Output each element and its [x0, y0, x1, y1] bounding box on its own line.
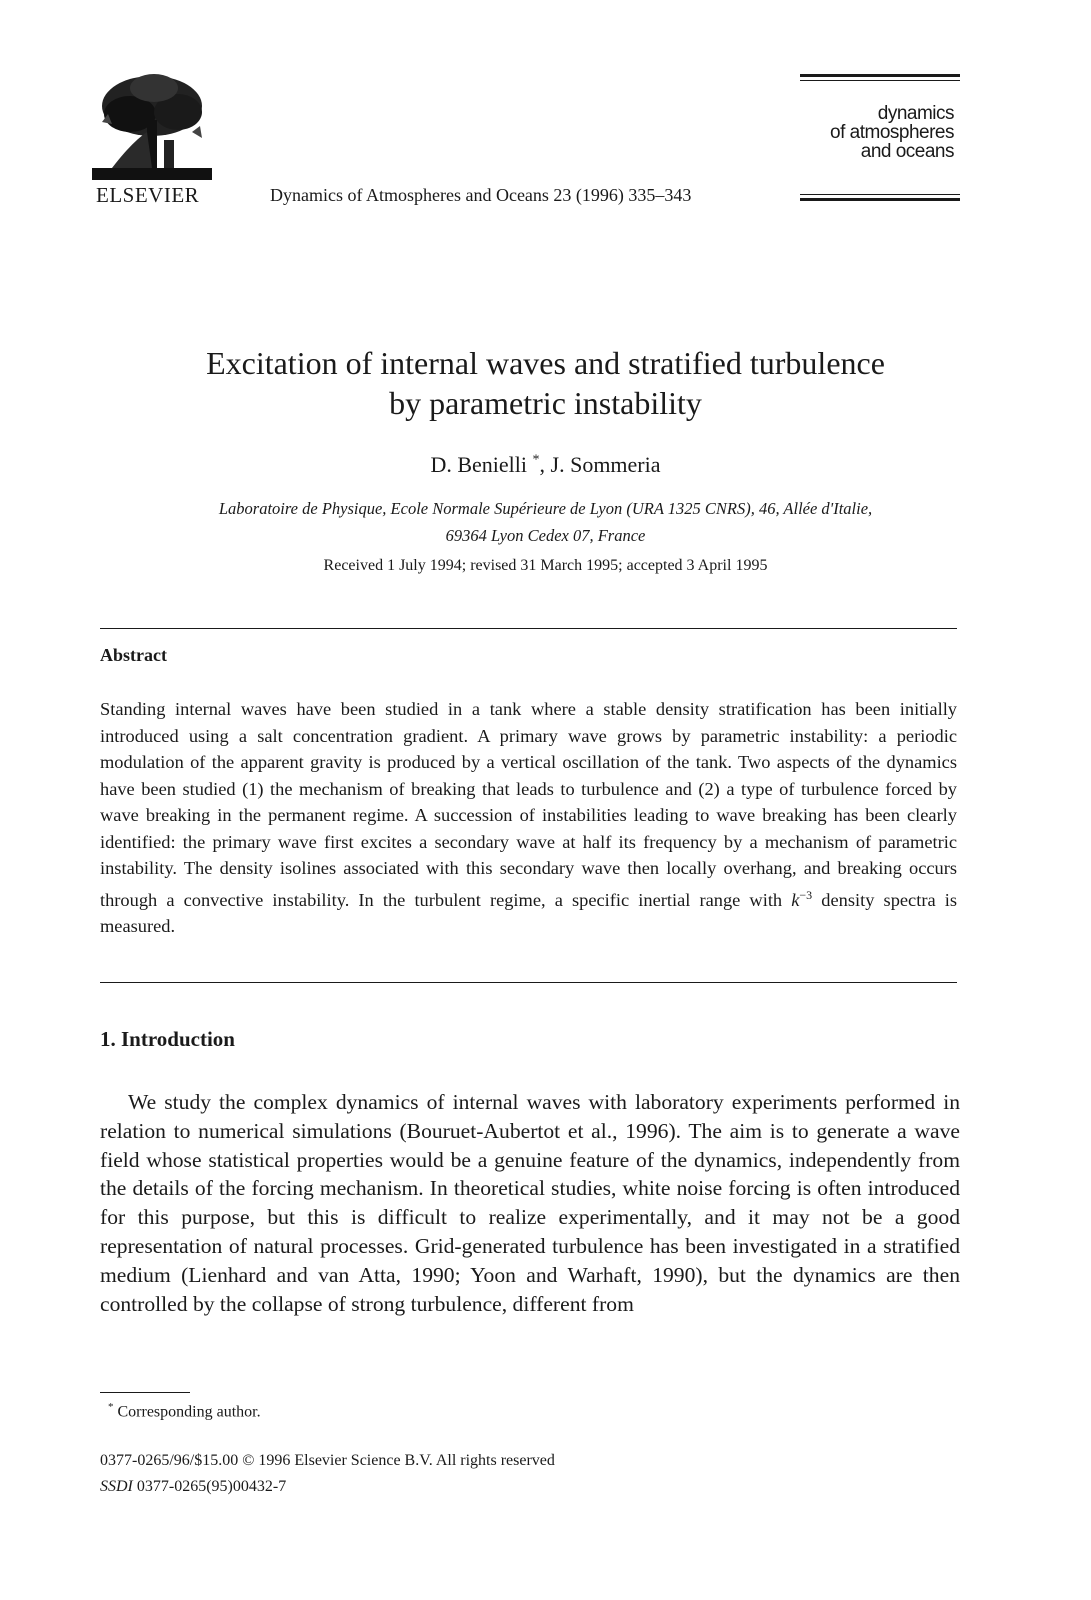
divider — [100, 982, 957, 983]
ssdi-line: SSDI 0377-0265(95)00432-7 — [100, 1478, 287, 1495]
math-exponent: −3 — [799, 887, 813, 902]
abstract-text: Standing internal waves have been studied in a tank where a stable density stratification has been initially introduced using a salt concentration gradient. A primary wave grows by parametric instability: a periodic modulation of the apparent gravity is produced by a vertical oscillation of the tank. Two aspects of the dynamics have been studied (1) the mechanism of breaking that leads to turbulence and (2) a type of turbulence forced by wave breaking in the permanent regime. A succession of instabilities leading to wave breaking has been clearly identified: the primary wave first excites a secondary wave at half its frequency by a mechanism of parametric instability. The density isolines associated with this secondary wave then locally overhang, and breaking occurs through a convective instability. In the turbulent regime, a specific inertial range with $k^{-3}$ density spectra is measured. — [100, 699, 957, 937]
section-body: We study the complex dynamics of internal waves with laboratory experiments performed in relation to numerical simulations (Bouruet-Aubertot et al., 1996). The aim is to generate a wave field whose statistical properties would be a genuine feature of the dynamics, independently from the details of the forcing mechanism. In theoretical studies, white noise forcing is often introduced for this purpose, but this is difficult to realize experimentally, and it may not be a good representation of natural processes. Grid-generated turbulence has been investigated in a stratified medium (Lienhard and van Atta, 1990; Yoon and Warhaft, 1990), but the dynamics are then controlled by the collapse of strong turbulence, different from — [100, 1090, 960, 1316]
footnote-mark: * — [108, 1401, 114, 1413]
journal-logo-line: dynamics — [877, 103, 954, 124]
section-heading: 1. Introduction — [100, 1027, 235, 1051]
title-line: by parametric instability — [389, 385, 702, 421]
journal-citation: Dynamics of Atmospheres and Oceans 23 (1996) 335–343 — [270, 185, 692, 205]
corresponding-author-mark: * — [532, 452, 540, 468]
abstract-heading: Abstract — [100, 645, 167, 665]
divider — [100, 628, 957, 629]
journal-logo — [800, 70, 960, 205]
publisher-name: ELSEVIER — [96, 183, 200, 207]
journal-logo-line: of atmospheres — [830, 122, 954, 143]
footnote-rule — [100, 1392, 190, 1393]
footnote: * Corresponding author. — [108, 1401, 261, 1421]
article-title — [100, 343, 991, 423]
title-line: Excitation of internal waves and stratified turbulence — [206, 345, 885, 381]
authors: D. Benielli *, J. Sommeria — [430, 452, 661, 477]
journal-logo-line: and oceans — [860, 141, 954, 162]
affiliation: Laboratoire de Physique, Ecole Normale Supérieure de Lyon (URA 1325 CNRS), 46, Allée d'Italie, 69364 Lyon Cedex 07, France — [218, 499, 873, 545]
elsevier-tree-logo — [92, 72, 212, 180]
math-variable: k — [791, 889, 800, 910]
author-name: D. Benielli — [430, 452, 528, 477]
received-dates: Received 1 July 1994; revised 31 March 1995; accepted 3 April 1995 — [323, 557, 768, 574]
author-name: J. Sommeria — [550, 452, 661, 477]
copyright-line: 0377-0265/96/$15.00 © 1996 Elsevier Science B.V. All rights reserved — [100, 1452, 555, 1469]
